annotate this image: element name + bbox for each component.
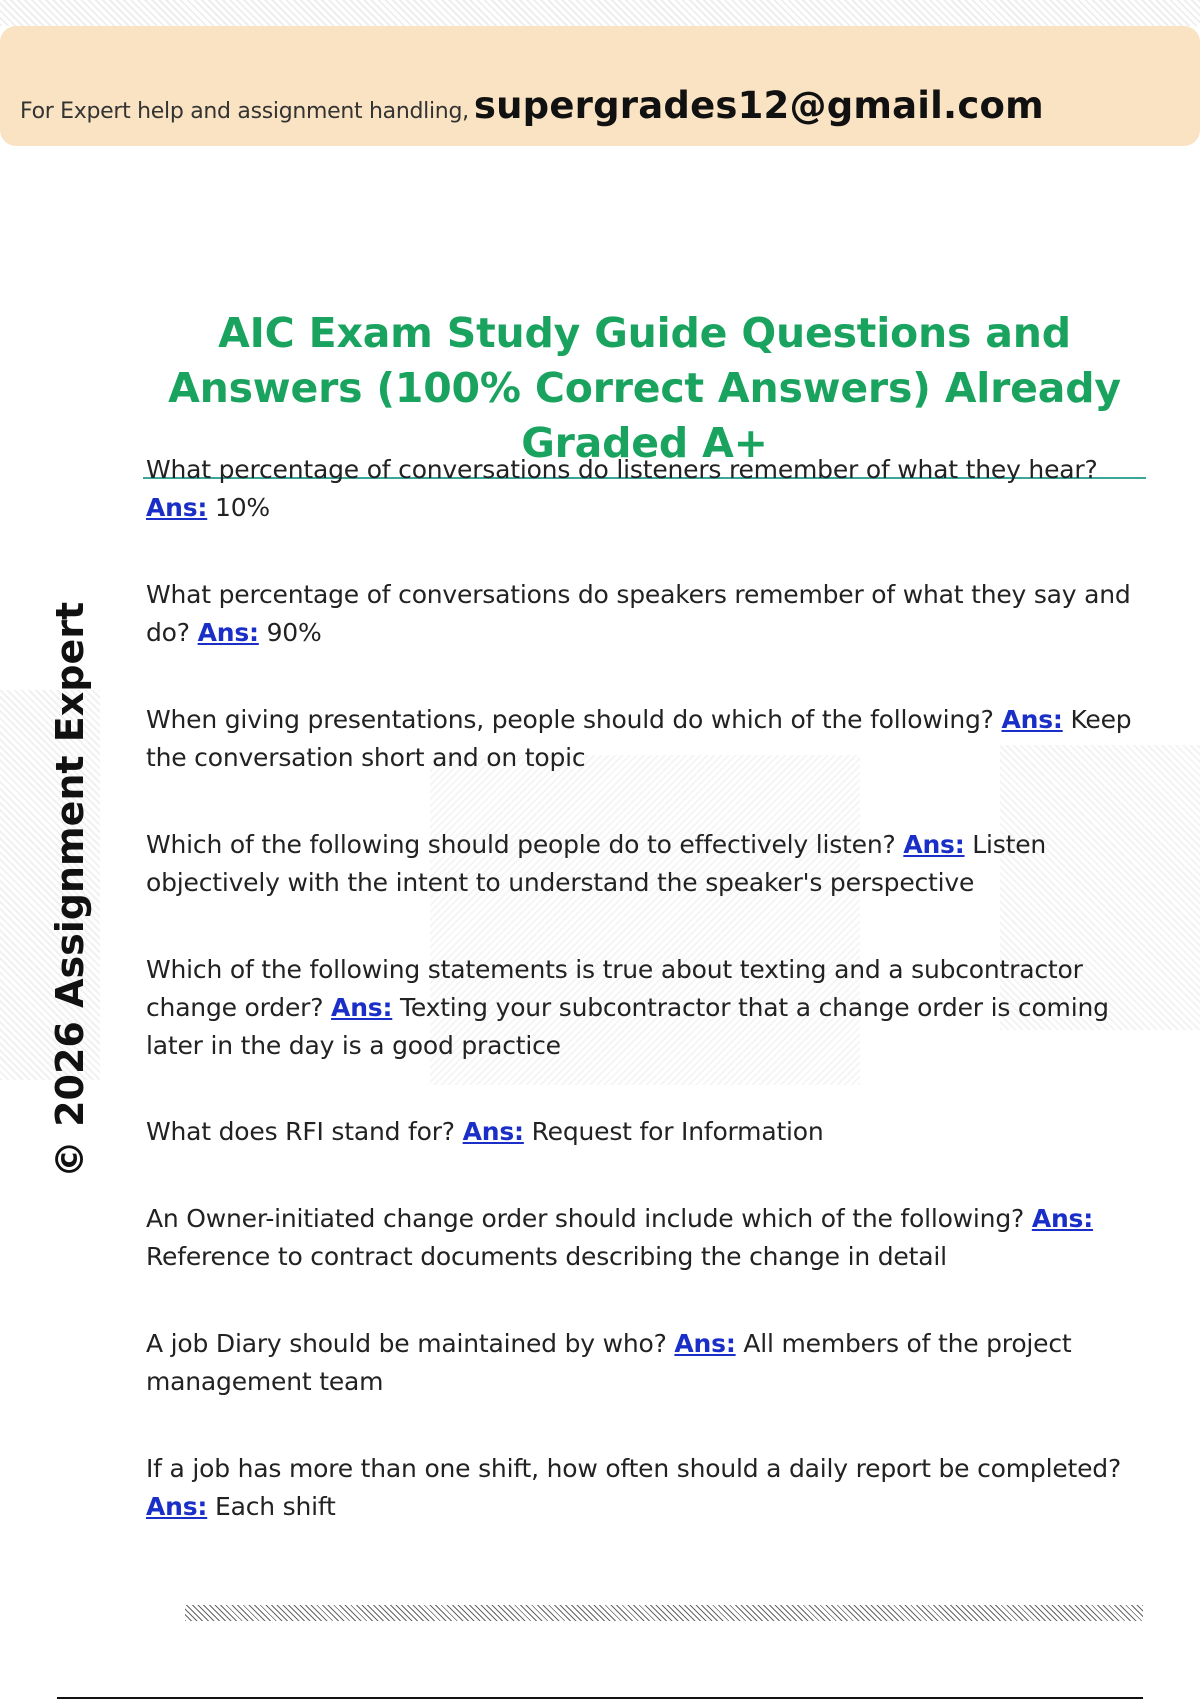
answer-label: Ans: bbox=[331, 993, 393, 1022]
answer-text: Listen objectively with the intent to understand the speaker's perspective bbox=[146, 830, 1047, 897]
answer-label: Ans: bbox=[146, 1492, 208, 1521]
question-text: What percentage of conversations do listeners remember of what they hear? bbox=[146, 455, 1098, 484]
qa-item bbox=[146, 826, 1156, 902]
answer-label: Ans: bbox=[903, 830, 965, 859]
question-text: What percentage of conversations do speakers remember of what they say and do? bbox=[146, 580, 1131, 647]
answer-text: Each shift bbox=[214, 1492, 336, 1521]
qa-item bbox=[146, 1450, 1156, 1526]
qa-item bbox=[146, 1113, 1156, 1151]
footer-rule bbox=[57, 1697, 1143, 1699]
question-text: An Owner-initiated change order should include which of the following? bbox=[146, 1204, 1025, 1233]
question-text: A job Diary should be maintained by who? bbox=[146, 1329, 667, 1358]
document-title: AIC Exam Study Guide Questions and Answers (100% Correct Answers) Already Graded A+ bbox=[143, 306, 1146, 479]
answer-label: Ans: bbox=[146, 493, 208, 522]
answer-text: Keep the conversation short and on topic bbox=[146, 705, 1132, 772]
answer-text: Request for Information bbox=[531, 1117, 824, 1146]
answer-label: Ans: bbox=[1001, 705, 1063, 734]
contact-banner bbox=[0, 26, 1200, 146]
answer-text: 10% bbox=[214, 493, 270, 522]
answer-label: Ans: bbox=[1031, 1204, 1094, 1233]
qa-item bbox=[146, 951, 1156, 1065]
copyright-side-text: © 2026 Assignment Expert bbox=[48, 601, 92, 1179]
answer-text: Texting your subcontractor that a change order is coming later in the day is a good practice bbox=[146, 993, 1109, 1060]
contact-email: supergrades12@gmail.com bbox=[473, 84, 1044, 127]
answer-label: Ans: bbox=[674, 1329, 736, 1358]
qa-item bbox=[146, 701, 1156, 777]
top-decorative-strip bbox=[0, 0, 1200, 26]
answer-label: Ans: bbox=[197, 618, 259, 647]
qa-item bbox=[146, 576, 1156, 652]
qa-item bbox=[146, 1325, 1156, 1401]
question-text: What does RFI stand for? bbox=[146, 1117, 455, 1146]
answer-text: Reference to contract documents describing the change in detail bbox=[146, 1242, 947, 1271]
question-text: If a job has more than one shift, how often should a daily report be completed? bbox=[146, 1454, 1122, 1483]
question-text: When giving presentations, people should do which of the following? bbox=[146, 705, 994, 734]
answer-text: 90% bbox=[266, 618, 322, 647]
question-text: Which of the following statements is true about texting and a subcontractor change order? bbox=[146, 955, 1083, 1022]
qa-item bbox=[146, 1200, 1156, 1276]
answer-label: Ans: bbox=[462, 1117, 524, 1146]
answer-text: All members of the project management team bbox=[146, 1329, 1072, 1396]
qa-item bbox=[146, 451, 1156, 527]
banner-lead-text: For Expert help and assignment handling, bbox=[20, 99, 469, 124]
decorative-divider bbox=[185, 1605, 1143, 1621]
question-text: Which of the following should people do to effectively listen? bbox=[146, 830, 896, 859]
